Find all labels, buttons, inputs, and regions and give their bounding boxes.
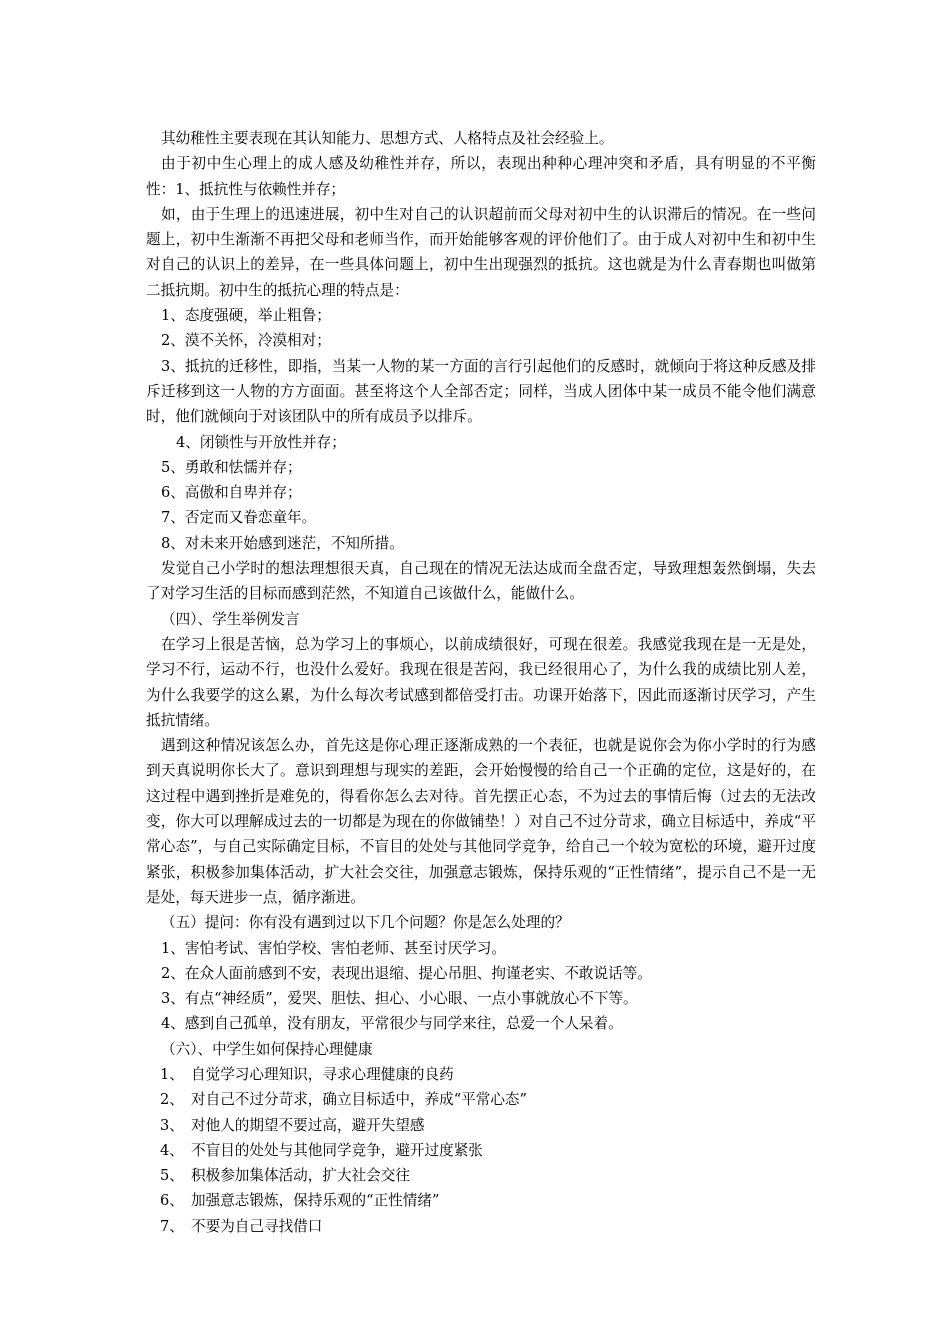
list-item-text: 对他人的期望不要过高，避开失望感	[191, 1116, 425, 1134]
list-item	[146, 1113, 816, 1138]
question-item-1: 1、害怕考试、害怕学校、害怕老师、甚至讨厌学习。	[161, 939, 506, 957]
list-item-number: 5、	[160, 1167, 184, 1185]
question-item-2: 2、在众人面前感到不安，表现出退缩、提心吊胆、拘谨老实、不敢说话等。	[161, 964, 652, 982]
list-item	[146, 1163, 816, 1188]
list-item-number: 7、	[160, 1217, 184, 1235]
list-item	[146, 1087, 816, 1112]
paragraph-point-6: 6、高傲和自卑并存；	[161, 484, 302, 502]
list-item-text: 不盲目的处处与其他同学竞争，避开过度紧张	[191, 1141, 483, 1159]
list-item	[146, 1214, 816, 1239]
question-item-3: 3、有点“神经质”，爱哭、胆怯、担心、小心眼、一点小事就放心不下等。	[161, 990, 638, 1008]
paragraph-advice: 遇到这种情况该怎么办，首先这是你心理正逐渐成熟的一个表征，也就是说你会为你小学时的行为感到天真说明你长大了。意识到理想与现实的差距，会开始慢慢的给自己一个正确的定位，这是好的，在这过程中遇到挫折是难免的，得看你怎么去对待。首先摆正心态，不为过去的事情后悔（过去的无法改变，你大可以理解成过去的一切都是为现在的你做铺垫！）对自己不过分苛求，确立目标适中，养成“平常心态”，与自己实际确定目标，不盲目的处处与其他同学竞争，给自己一个较为宽松的环境，避开过度紧张，积极参加集体活动，扩大社会交往，加强意志锻炼，保持乐观的“正性情绪”，提示自己不是一无是处，每天进步一点，循序渐进。	[146, 737, 816, 906]
list-item	[146, 1062, 816, 1087]
list-item-text: 积极参加集体活动，扩大社会交往	[191, 1167, 410, 1185]
document-page	[146, 126, 816, 1239]
paragraph-student-example: 在学习上很是苦恼，总为学习上的事烦心，以前成绩很好，可现在很差。我感觉我现在是一无是处，学习不行，运动不行，也没什么爱好。我现在很是苦闷，我已经很用心了，为什么我的成绩比别人差，为什么我要学的这么累，为什么每次考试感到都倍受打击。功课开始落下，因此而逐渐讨厌学习，产生抵抗情绪。	[146, 635, 816, 729]
section-heading-5: （五）提问：你有没有遇到过以下几个问题？你是怎么处理的？	[161, 914, 570, 932]
section-heading-6: （六）、中学生如何保持心理健康	[161, 1040, 373, 1058]
list-item-number: 4、	[160, 1141, 184, 1159]
paragraph-imbalance: 由于初中生心理上的成人感及幼稚性并存，所以，表现出种种心理冲突和矛盾，具有明显的不平衡性：1、抵抗性与依赖性并存；	[146, 155, 816, 198]
list-item-number: 1、	[160, 1065, 184, 1083]
paragraph-point-2: 2、漠不关怀，冷漠相对；	[161, 332, 331, 350]
list-item-text: 加强意志锻炼，保持乐观的“正性情绪”	[191, 1192, 440, 1210]
paragraph-point-1: 1、态度强硬，举止粗鲁；	[161, 307, 331, 325]
paragraph-ideal-collapse: 发觉自己小学时的想法理想很天真，自己现在的情况无法达成而全盘否定，导致理想轰然倒塌，失去了对学习生活的目标而感到茫然，不知道自己该做什么，能做什么。	[146, 560, 816, 603]
paragraph-point-4: 4、闭锁性与开放性并存；	[176, 433, 346, 451]
list-item-text: 自觉学习心理知识，寻求心理健康的良药	[191, 1065, 454, 1083]
list-item-number: 3、	[160, 1116, 184, 1134]
paragraph-immaturity: 其幼稚性主要表现在其认知能力、思想方式、人格特点及社会经验上。	[161, 130, 614, 147]
paragraph-point-8: 8、对未来开始感到迷茫，不知所措。	[161, 534, 404, 552]
list-item-text: 不要为自己寻找借口	[191, 1217, 323, 1235]
section-heading-4: （四）、学生举例发言	[161, 610, 300, 628]
question-item-4: 4、感到自己孤单，没有朋友，平常很少与同学来往，总爱一个人呆着。	[161, 1015, 623, 1033]
paragraph-point-7: 7、否定而又眷恋童年。	[161, 509, 317, 527]
list-item-number: 2、	[160, 1091, 184, 1109]
list-item-number: 6、	[160, 1192, 184, 1210]
list-item	[146, 1138, 816, 1163]
list-item-text: 对自己不过分苛求，确立目标适中，养成“平常心态”	[191, 1091, 527, 1109]
paragraph-point-3: 3、抵抗的迁移性，即指，当某一人物的某一方面的言行引起他们的反感时，就倾向于将这种反感及排斥迁移到这一人物的方方面面。甚至将这个人全部否定；同样，当成人团体中某一成员不能令他们满意时，他们就倾向于对该团队中的所有成员予以排斥。	[146, 357, 816, 426]
paragraph-point-5: 5、勇敢和怯懦并存；	[161, 458, 302, 476]
list-item	[146, 1188, 816, 1213]
paragraph-resistance-example: 如，由于生理上的迅速进展，初中生对自己的认识超前而父母对初中生的认识滞后的情况。在一些问题上，初中生渐渐不再把父母和老师当作，而开始能够客观的评价他们了。由于成人对初中生和初中生对自己的认识上的差异，在一些具体问题上，初中生出现强烈的抵抗。这也就是为什么青春期也叫做第二抵抗期。初中生的抵抗心理的特点是：	[146, 205, 816, 299]
